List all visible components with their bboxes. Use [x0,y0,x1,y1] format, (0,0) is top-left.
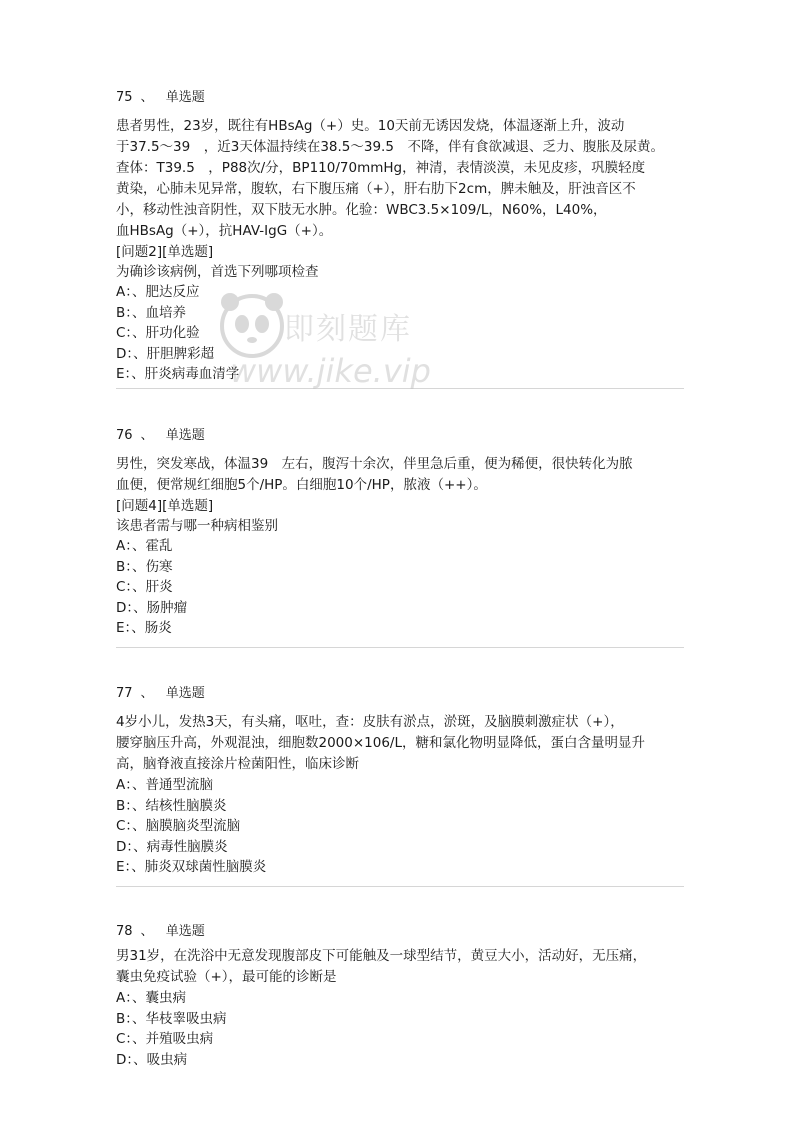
question-header [116,88,688,108]
question-type: 单选题 [165,428,205,443]
question-header [116,426,688,446]
question-75 [116,88,688,385]
option-b[interactable]: B：、伤寒 [116,558,173,575]
option-e[interactable]: E：、肠炎 [116,620,172,636]
sub-question-text: 该患者需与哪一种病相鉴别 [116,518,278,534]
option-b[interactable]: B：、结核性脑膜炎 [116,797,227,814]
divider [116,388,684,389]
question-76 [116,426,688,639]
question-78 [116,922,688,1070]
sub-question-tag: [问题4][单选题] [116,498,214,514]
question-stem: 4岁小儿，发热3天，有头痛，呕吐，查：皮肤有淤点，淤斑，及脑膜刺激症状（+）， 腰穿脑压升高，外观混浊，细胞数2000×106/L，糖和氯化物明显降低，蛋白含量明显升 高，脑脊液直接涂片检菌阳性，临床诊断 [116,714,646,772]
option-a[interactable]: A：、囊虫病 [116,990,186,1006]
question-separator: 、 [140,924,154,939]
option-d[interactable]: D：、肠肿瘤 [116,599,188,616]
question-type: 单选题 [165,686,205,701]
question-separator: 、 [140,686,154,701]
option-c[interactable]: C：、肝炎 [116,579,173,595]
question-number: 77 [116,686,133,701]
option-a[interactable]: A：、霍乱 [116,538,173,554]
question-separator: 、 [140,90,154,105]
sub-question-tag: [问题2][单选题] [116,244,214,260]
question-header [116,684,688,704]
option-c[interactable]: C：、脑膜脑炎型流脑 [116,818,241,834]
option-c[interactable]: C：、肝功化验 [116,325,200,341]
option-c[interactable]: C：、并殖吸虫病 [116,1031,214,1047]
option-d[interactable]: D：、吸虫病 [116,1051,188,1068]
question-number: 75 [116,90,133,105]
question-type: 单选题 [165,90,205,105]
question-number: 78 [116,924,133,939]
question-stem: 患者男性，23岁，既往有HBsAg（+）史。10天前无诱因发烧，体温逐渐上升，波动 于37.5～39 ，近3天体温持续在38.5～39.5 不降，伴有食欲减退、乏力、腹胀及尿黄。 查体：T39.5 ，P88次/分，BP110/70mmHg，神清，表情淡漠，未见皮疹，巩膜轻度 黄染，心肺未见异常，腹软，右下腹压痛（+），肝右肋下2cm，脾未触及，肝浊音区不 小，移动性浊音阴性，双下肢无水肿。化验：WBC3.5×109/L，N60%，L40%， 血HBsAg（+），抗HAV-IgG（+）。 [116,118,664,239]
question-header [116,922,688,942]
watermark-url: www.jike.vip [230,352,431,390]
option-b[interactable]: B：、血培养 [116,304,187,321]
divider [116,886,684,887]
option-a[interactable]: A：、肥达反应 [116,284,200,300]
option-b[interactable]: B：、华枝睾吸虫病 [116,1010,227,1027]
option-a[interactable]: A：、普通型流脑 [116,777,213,793]
question-type: 单选题 [165,924,205,939]
question-separator: 、 [140,428,154,443]
question-stem: 男31岁，在洗浴中无意发现腹部皮下可能触及一球型结节，黄豆大小，活动好，无压痛， 囊虫免疫试验（+），最可能的诊断是 [116,948,647,985]
option-e[interactable]: E：、肝炎病毒血清学 [116,366,240,382]
option-d[interactable]: D：、病毒性脑膜炎 [116,838,228,855]
divider [116,647,684,648]
question-stem: 男性，突发寒战，体温39 左右，腹泻十余次，伴里急后重，便为稀便，很快转化为脓 血便，便常规红细胞5个/HP。白细胞10个/HP，脓液（++）。 [116,456,633,493]
question-77 [116,684,688,878]
option-e[interactable]: E：、肺炎双球菌性脑膜炎 [116,859,267,875]
sub-question-text: 为确诊该病例，首选下列哪项检查 [116,264,319,280]
watermark-name: 即刻题库 [284,312,412,347]
option-d[interactable]: D：、肝胆脾彩超 [116,345,215,362]
question-number: 76 [116,428,133,443]
